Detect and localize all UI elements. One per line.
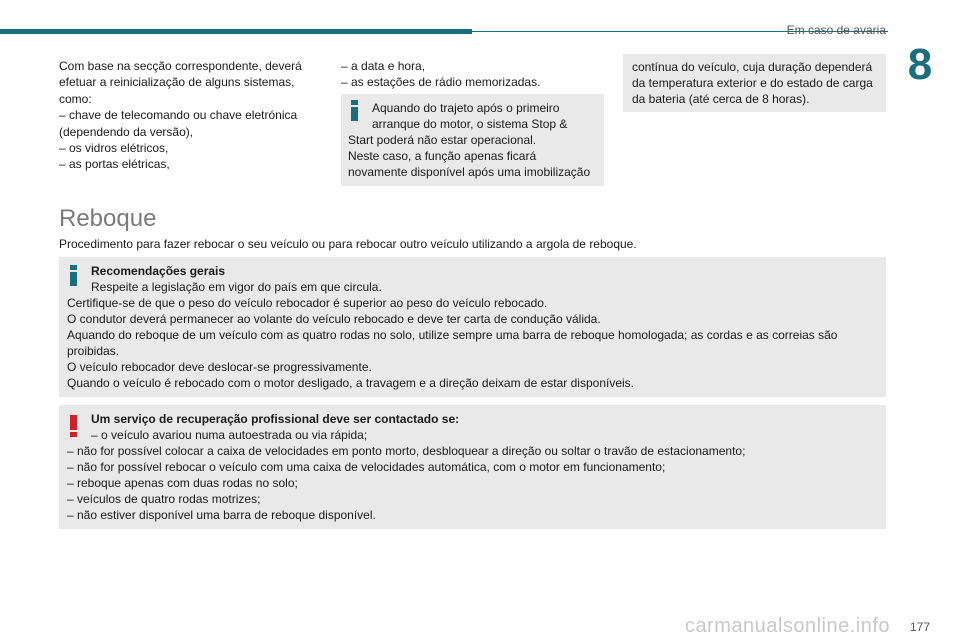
warning-box xyxy=(59,405,886,529)
box-line: – não for possível colocar a caixa de velocidades em ponto morto, desbloquear a direção ou soltar o travão de estacionamento; xyxy=(67,444,746,458)
box-line: Quando o veículo é rebocado com o motor desligado, a travagem e a direção deixam de estar disponíveis. xyxy=(67,376,634,390)
text-line: – as portas elétricas, xyxy=(59,157,170,172)
box-line: – veículos de quatro rodas motrizes; xyxy=(67,492,261,506)
note-line: da bateria (até cerca de 8 horas). xyxy=(632,92,810,106)
header-rule-thick xyxy=(0,29,472,34)
column-2 xyxy=(341,58,540,91)
text-line: (dependendo da versão), xyxy=(59,124,194,139)
box-heading: Um serviço de recuperação profissional deve ser contactado se: xyxy=(91,412,460,426)
box-line: – não for possível rebocar o veículo com uma caixa de velocidades automática, com o motor em funcionamento; xyxy=(67,460,666,474)
text-line: – os vidros elétricos, xyxy=(59,141,169,156)
box-line: Aquando do reboque de um veículo com as quatro rodas no solo, utilize sempre uma barra de reboque homologada; as cordas e as correias são xyxy=(67,328,838,342)
note-line: Aquando do trajeto após o primeiro xyxy=(372,101,560,115)
recommendations-box xyxy=(59,257,886,397)
warning-icon xyxy=(70,415,77,437)
box-line: – o veículo avariou numa autoestrada ou via rápida; xyxy=(91,428,368,442)
box-line: O veículo rebocador deve deslocar-se progressivamente. xyxy=(67,360,372,374)
info-note-box xyxy=(341,94,604,186)
note-line: Neste caso, a função apenas ficará xyxy=(348,149,537,163)
page-number: 177 xyxy=(909,620,930,634)
text-line: como: xyxy=(59,91,92,106)
note-line: Start poderá não estar operacional. xyxy=(348,133,537,147)
note-line: da temperatura exterior e do estado de carga xyxy=(632,76,873,90)
box-line: O condutor deverá permanecer ao volante do veículo rebocado e deve ter carta de condução válida. xyxy=(67,312,601,326)
info-note-continued-box xyxy=(623,54,886,112)
box-line: proibidas. xyxy=(67,344,120,358)
column-1 xyxy=(59,58,302,173)
box-line: – reboque apenas com duas rodas no solo; xyxy=(67,476,298,490)
text-line: efetuar a reinicialização de alguns sistemas, xyxy=(59,75,295,90)
box-heading: Recomendações gerais xyxy=(91,264,226,278)
text-line: – a data e hora, xyxy=(341,59,426,73)
note-line: contínua do veículo, cuja duração dependerá xyxy=(632,60,873,74)
watermark: carmanualsonline.info xyxy=(684,615,890,637)
info-icon xyxy=(351,100,358,121)
chapter-number: 8 xyxy=(907,40,933,89)
section-intro: Procedimento para fazer rebocar o seu veículo ou para rebocar outro veículo utilizando a argola de reboque. xyxy=(59,237,637,251)
box-line: Respeite a legislação em vigor do país em que circula. xyxy=(91,280,382,294)
box-line: Certifique-se de que o peso do veículo rebocador é superior ao peso do veículo rebocado. xyxy=(67,296,548,310)
text-line: – chave de telecomando ou chave eletrónica xyxy=(59,108,298,123)
section-title: Reboque xyxy=(59,205,157,232)
note-line: arranque do motor, o sistema Stop & xyxy=(372,117,568,131)
text-line: – as estações de rádio memorizadas. xyxy=(341,75,541,90)
info-icon xyxy=(70,265,77,286)
chapter-title: Em caso de avaria xyxy=(786,23,886,37)
text-line: Com base na secção correspondente, deverá xyxy=(59,59,302,73)
box-line: – não estiver disponível uma barra de reboque disponível. xyxy=(67,508,376,522)
note-line: novamente disponível após uma imobilização xyxy=(348,165,591,179)
